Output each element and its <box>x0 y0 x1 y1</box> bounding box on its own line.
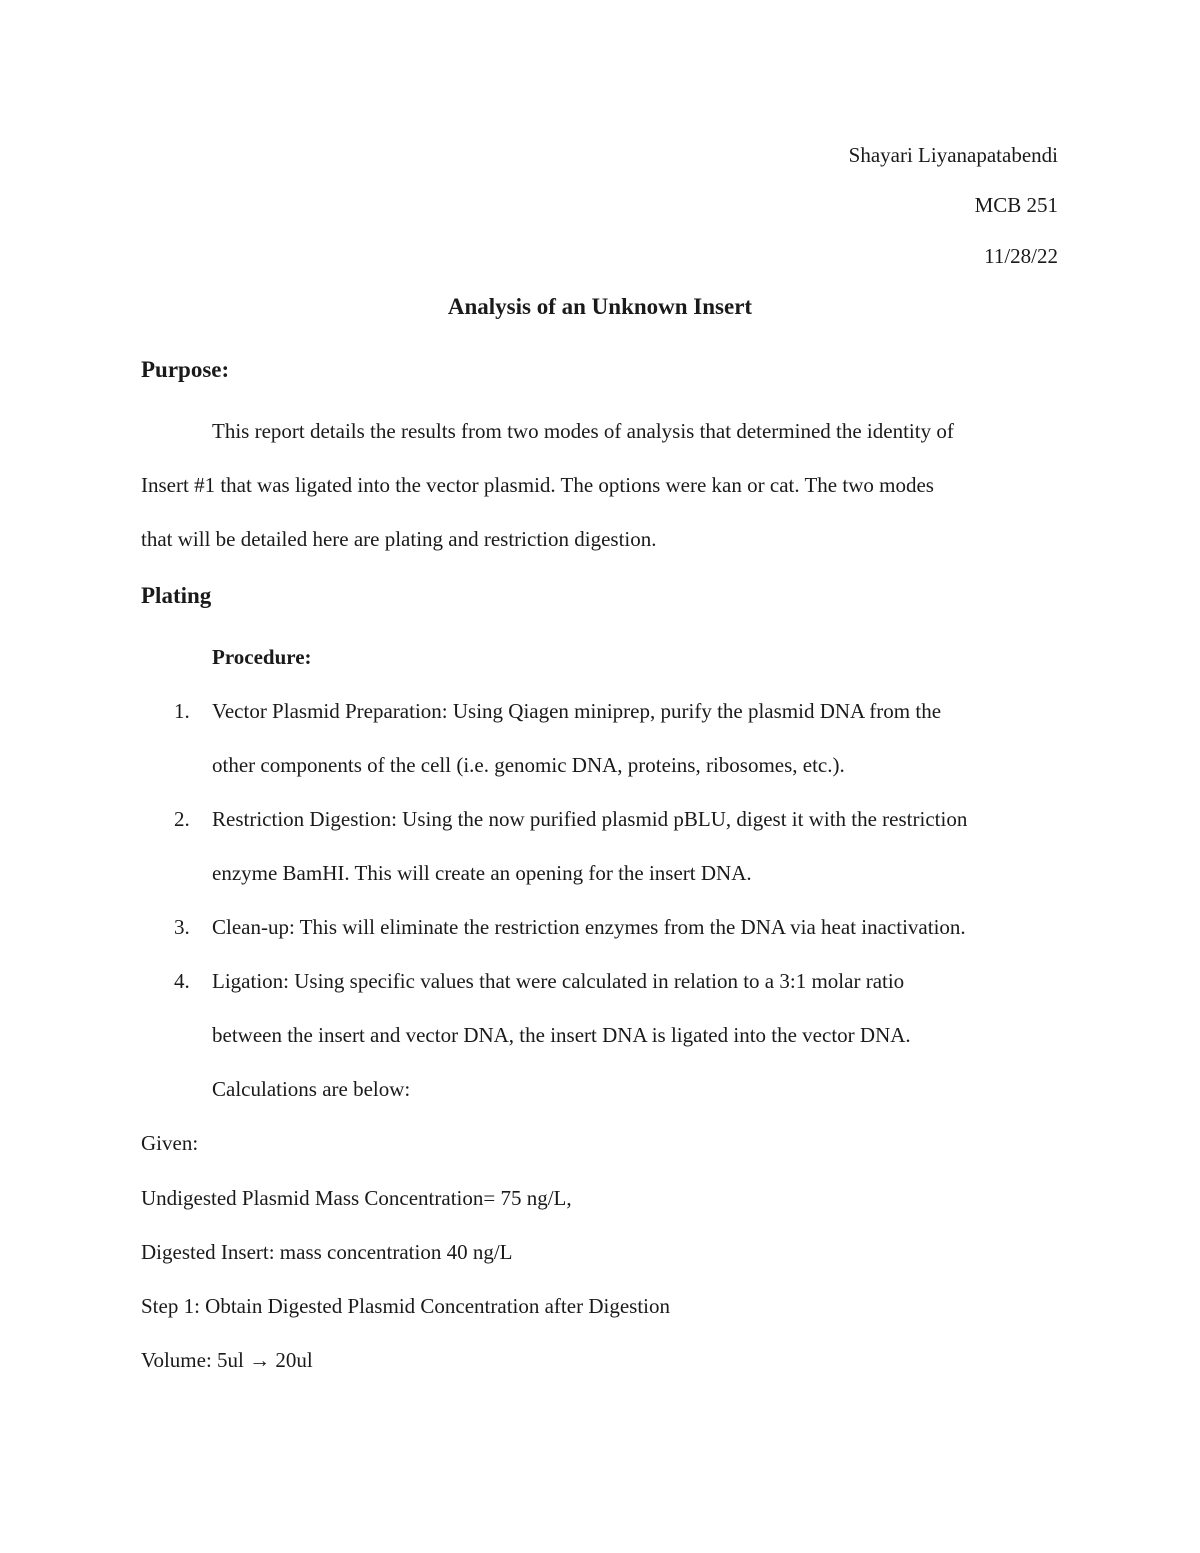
step-1-calculation: Step 1: Obtain Digested Plasmid Concentration after Digestion <box>141 1294 670 1318</box>
document-title: Analysis of an Unknown Insert <box>447 294 753 319</box>
volume-line: Volume: 5ul → 20ul <box>141 1348 313 1372</box>
step-4-line-3: Calculations are below: <box>212 1077 411 1101</box>
step-number-1: 1. <box>174 699 190 723</box>
step-number-2: 2. <box>174 807 190 831</box>
purpose-line-1: This report details the results from two modes of analysis that determined the identity of <box>212 419 954 443</box>
step-2-line-2: enzyme BamHI. This will create an opening for the insert DNA. <box>212 861 752 885</box>
author-name: Shayari Liyanapatabendi <box>848 143 1058 167</box>
step-4-line-1: Ligation: Using specific values that were calculated in relation to a 3:1 molar ratio <box>212 969 905 993</box>
step-1-line-1: Vector Plasmid Preparation: Using Qiagen miniprep, purify the plasmid DNA from the <box>212 699 942 723</box>
purpose-line-2: Insert #1 that was ligated into the vector plasmid. The options were kan or cat. The two modes <box>141 473 934 497</box>
plating-heading: Plating <box>141 583 212 608</box>
course-code: MCB 251 <box>974 193 1058 217</box>
digested-insert-concentration: Digested Insert: mass concentration 40 ng/L <box>141 1240 513 1264</box>
purpose-heading: Purpose: <box>141 357 230 382</box>
undigested-concentration: Undigested Plasmid Mass Concentration= 75 ng/L, <box>141 1186 572 1210</box>
procedure-heading: Procedure: <box>212 645 312 669</box>
purpose-line-3: that will be detailed here are plating and restriction digestion. <box>141 527 657 551</box>
step-3-line-1: Clean-up: This will eliminate the restriction enzymes from the DNA via heat inactivation. <box>212 915 966 939</box>
given-label: Given: <box>141 1131 199 1155</box>
step-4-line-2: between the insert and vector DNA, the insert DNA is ligated into the vector DNA. <box>212 1023 911 1047</box>
report-date: 11/28/22 <box>984 244 1058 268</box>
step-2-line-1: Restriction Digestion: Using the now purified plasmid pBLU, digest it with the restriction <box>212 807 968 831</box>
step-number-4: 4. <box>174 969 190 993</box>
step-1-line-2: other components of the cell (i.e. genomic DNA, proteins, ribosomes, etc.). <box>212 753 845 777</box>
step-number-3: 3. <box>174 915 190 939</box>
